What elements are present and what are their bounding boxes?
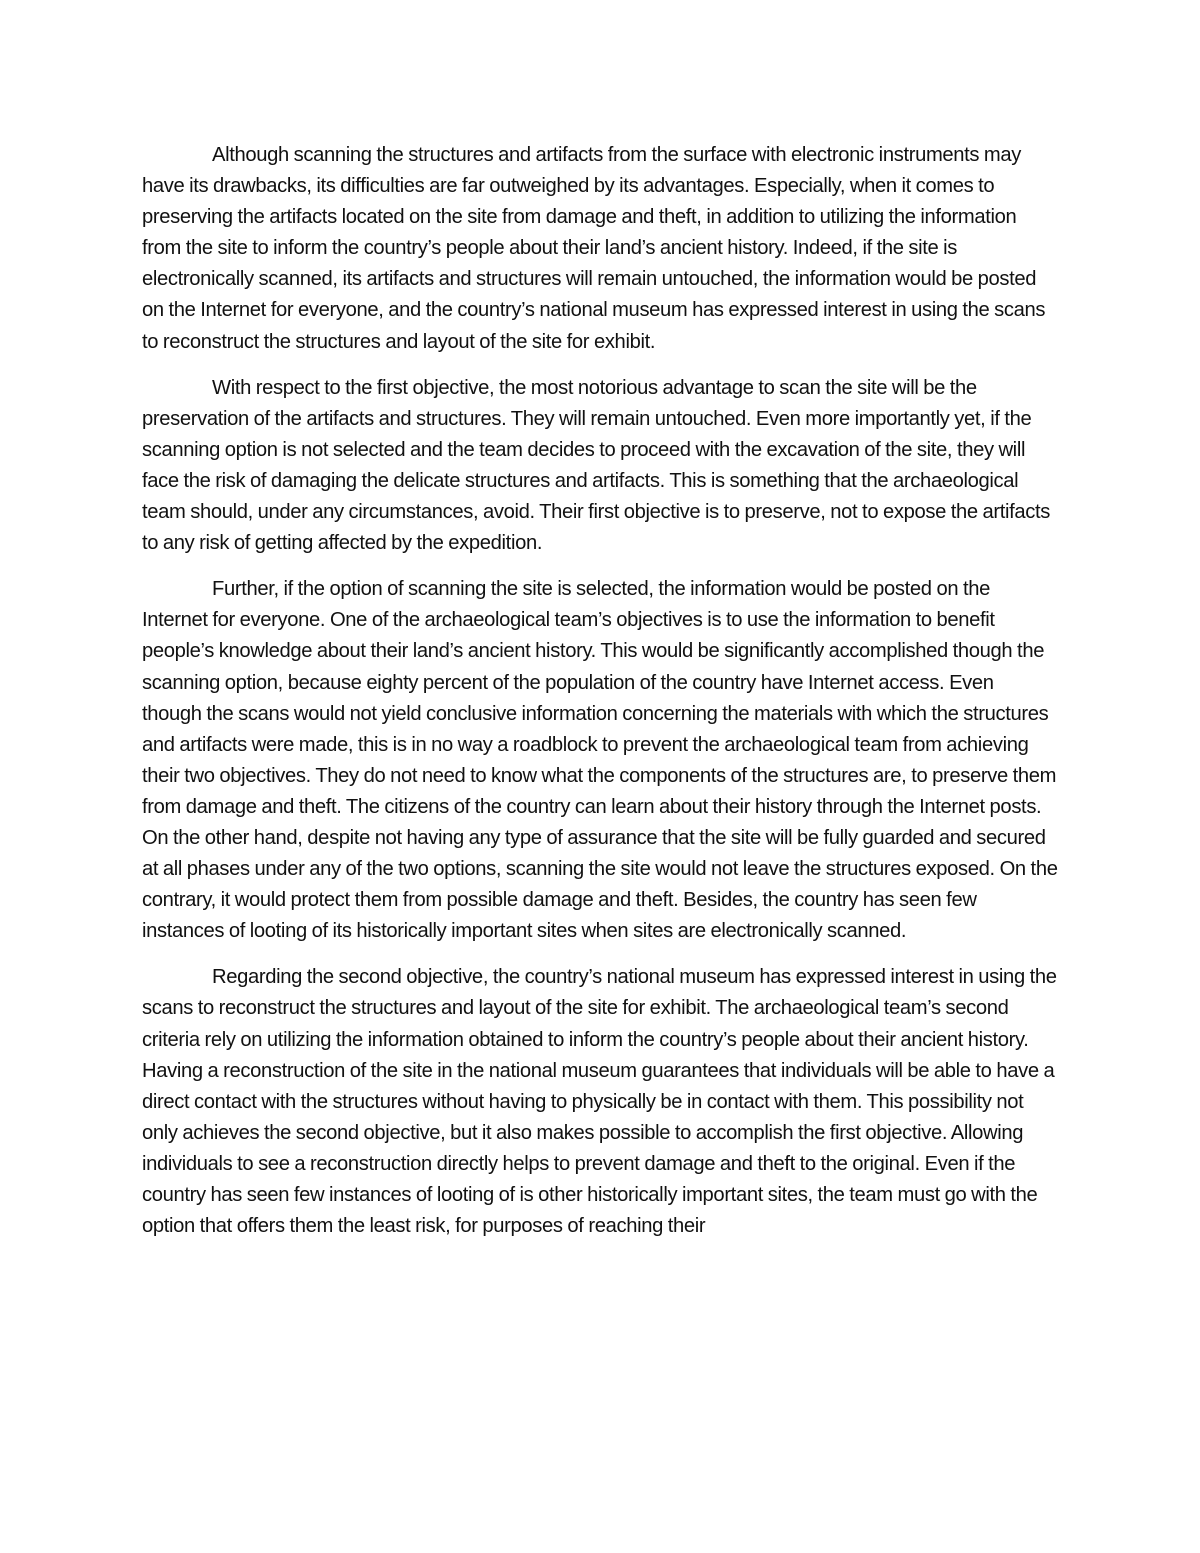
paragraph-2: With respect to the first objective, the most notorious advantage to scan the site will be the preservation of the artifacts and structures. They will remain untouched. Even more importantly yet, if the scanning option is not selected and the team decides to proceed with the excavation of the site, they will face the risk of damaging the delicate structures and artifacts. This is something that the archaeological team should, under any circumstances, avoid. Their first objective is to preserve, not to expose the artifacts to any risk of getting affected by the expedition. — [142, 376, 1051, 555]
paragraph-3: Further, if the option of scanning the site is selected, the information would be posted on the Internet for everyone. One of the archaeological team’s objectives is to use the information to benefit people’s knowledge about their land’s ancient history. This would be significantly accomplished though the scanning option, because eighty percent of the population of the country have Internet access. Even though the scans would not yield conclusive information concerning the materials with which the structures and artifacts were made, this is in no way a roadblock to prevent the archaeological team from achieving their two objectives. They do not need to know what the components of the structures are, to preserve them from damage and theft. The citizens of the country can learn about their history through the Internet posts. On the other hand, despite not having any type of assurance that the site will be fully guarded and secured at all phases under any of the two options, scanning the site would not leave the structures exposed. On the contrary, it would protect them from possible damage and theft. Besides, the country has seen few instances of looting of its historically important sites when sites are electronically scanned. — [142, 578, 1058, 943]
document-body — [142, 140, 1058, 1257]
paragraph-1: Although scanning the structures and artifacts from the surface with electronic instruments may have its drawbacks, its difficulties are far outweighed by its advantages. Especially, when it comes to preserving the artifacts located on the site from damage and theft, in addition to utilizing the information from the site to inform the country’s people about their land’s ancient history. Indeed, if the site is electronically scanned, its artifacts and structures will remain untouched, the information would be posted on the Internet for everyone, and the country’s national museum has expressed interest in using the scans to reconstruct the structures and layout of the site for exhibit. — [142, 144, 1046, 353]
paragraph-4: Regarding the second objective, the country’s national museum has expressed interest in using the scans to reconstruct the structures and layout of the site for exhibit. The archaeological team’s second criteria rely on utilizing the information obtained to inform the country’s people about their ancient history. Having a reconstruction of the site in the national museum guarantees that individuals will be able to have a direct contact with the structures without having to physically be in contact with them. This possibility not only achieves the second objective, but it also makes possible to accomplish the first objective. Allowing individuals to see a reconstruction directly helps to prevent damage and theft to the original. Even if the country has seen few instances of looting of is other historically important sites, the team must go with the option that offers them the least risk, for purposes of reaching their — [142, 966, 1057, 1238]
